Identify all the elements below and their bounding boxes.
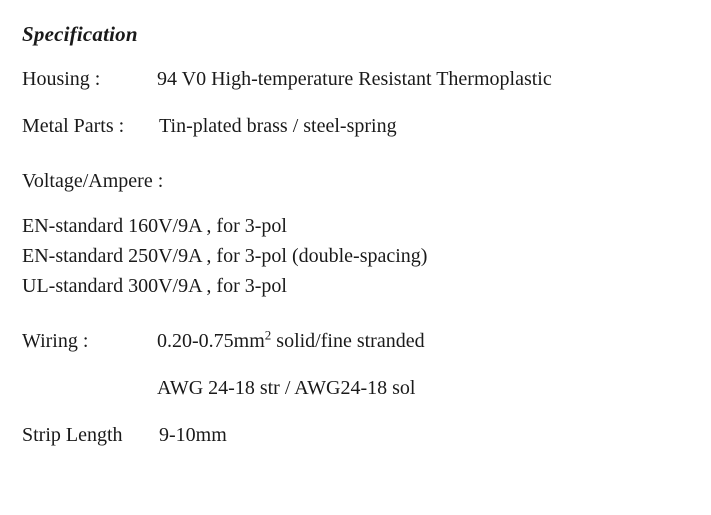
spec-label-metal-parts: Metal Parts : (22, 115, 125, 137)
spec-label-voltage-ampere: Voltage/Ampere : (22, 170, 164, 192)
voltage-line-ul-300 (22, 276, 693, 297)
spec-value-housing: 94 V0 High-temperature Resistant Thermoplastic (157, 68, 552, 90)
spec-row-voltage-ampere (22, 171, 693, 192)
spec-label-wiring: Wiring : (22, 330, 89, 352)
wiring-value-prefix: 0.20-0.75mm (157, 330, 265, 352)
wiring-value-superscript: 2 (264, 327, 272, 343)
wiring-value-suffix: solid/fine stranded (271, 330, 425, 352)
spec-row-metal-parts (22, 116, 693, 137)
spec-row-housing (22, 69, 693, 90)
spec-value-wiring (157, 327, 425, 352)
page-title: Specification (22, 22, 138, 46)
spec-row-wiring (22, 327, 693, 352)
voltage-line-en-160 (22, 216, 693, 237)
spec-value-metal-parts: Tin-plated brass / steel-spring (159, 115, 397, 137)
spec-row-strip-length (22, 425, 693, 446)
spec-label-strip-length: Strip Length (22, 424, 123, 446)
spec-value-strip-length: 9-10mm (159, 424, 227, 446)
voltage-line-text: UL-standard 300V/9A , for 3-pol (22, 275, 287, 297)
voltage-line-text: EN-standard 250V/9A , for 3-pol (double-spacing) (22, 245, 428, 267)
spec-label-housing: Housing : (22, 68, 101, 90)
spec-value-wiring-awg: AWG 24-18 str / AWG24-18 sol (157, 377, 416, 399)
voltage-line-en-250 (22, 246, 693, 267)
spec-row-wiring-awg (22, 378, 693, 399)
voltage-line-text: EN-standard 160V/9A , for 3-pol (22, 215, 287, 237)
